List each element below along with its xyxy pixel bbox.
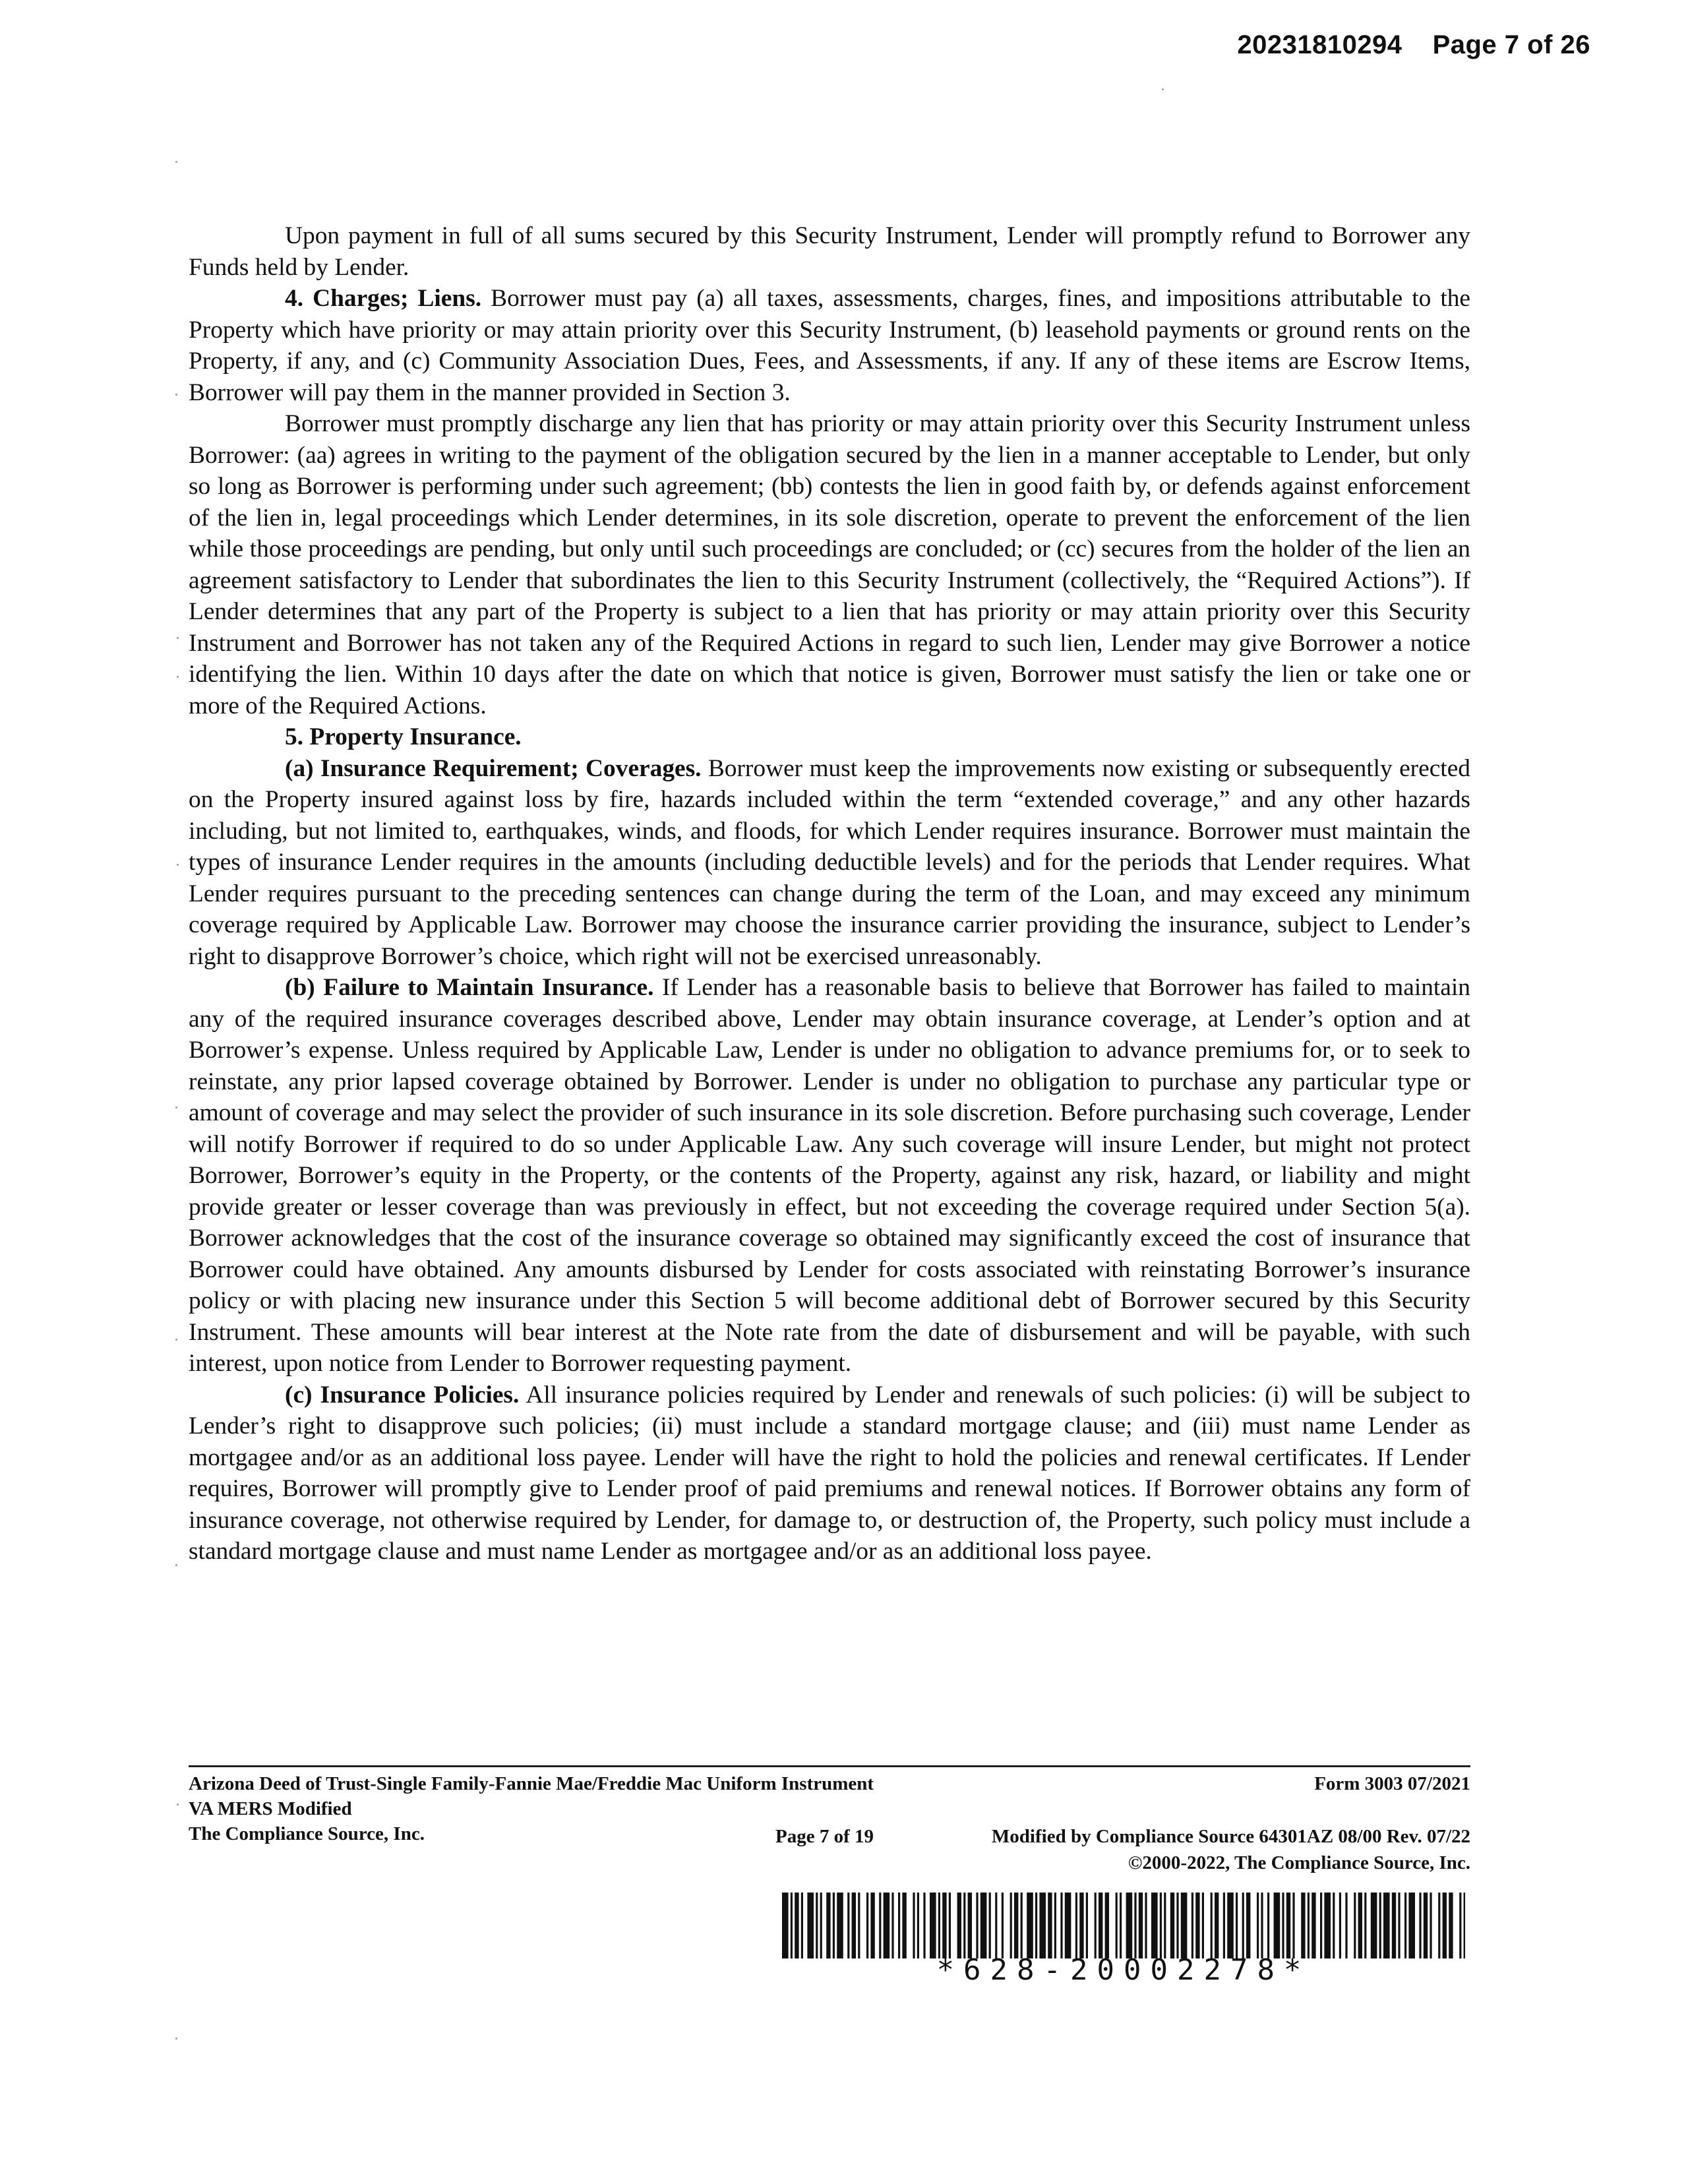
barcode-bar — [1292, 1893, 1294, 1958]
barcode-bar — [782, 1893, 789, 1958]
barcode-bar — [1398, 1893, 1400, 1958]
barcode-bar — [837, 1893, 843, 1958]
barcode-bar — [1139, 1893, 1143, 1958]
barcode-bar — [1105, 1893, 1109, 1958]
barcode-bar — [1181, 1893, 1188, 1958]
barcode-bar — [866, 1893, 868, 1958]
barcode-bar — [913, 1893, 915, 1958]
barcode-bar — [1215, 1893, 1219, 1958]
barcode-bar — [1002, 1893, 1004, 1958]
barcode-bar — [1195, 1893, 1199, 1958]
barcode-bar — [923, 1893, 925, 1958]
barcode-bar — [795, 1893, 799, 1958]
barcode-bar — [898, 1893, 900, 1958]
barcode-bar — [1079, 1893, 1083, 1958]
paragraph-lien-discharge: Borrower must promptly discharge any lien that has priority or may attain priority over this Security Instrument unless Borrower: (aa) agrees in writing to the payment of the obligation secured by the lien in a manner acceptable to Lender, but only so long as Borrower is performing under such agreement; (bb) contests the lien in good faith by, or defends against enforcement of the lien in, legal proceedings which Lender determines, in its sole discretion, operate to prevent the enforcement of the lien while those proceedings are pending, but only until such proceedings are concluded; or (cc) secures from the holder of the lien an agreement satisfactory to Lender that subordinates the lien to this Security Instrument (collectively, the “Required Actions”). If Lender determines that any part of the Property is subject to a lien that has priority or may attain priority over this Security Instrument and Borrower has not taken any of the Required Actions in regard to such lien, Lender may give Borrower a notice identifying the lien. Within 10 days after the date on which that notice is given, Borrower must satisfy the lien or take one or more of the Required Actions. — [189, 410, 1470, 719]
barcode-bar — [1065, 1893, 1071, 1958]
barcode-bar — [942, 1893, 946, 1958]
scan-speck — [177, 676, 179, 678]
section-5b-failure-to-maintain — [189, 972, 1470, 1380]
barcode-bar — [1408, 1893, 1415, 1958]
barcode-bar — [807, 1893, 814, 1958]
section-5b-heading: (b) Failure to Maintain Insurance. — [285, 974, 654, 1001]
barcode-bar — [1242, 1893, 1244, 1958]
barcode-bar — [1246, 1893, 1250, 1958]
barcode-bar — [1236, 1893, 1238, 1958]
barcode-bar — [1438, 1893, 1440, 1958]
barcode-bar — [1443, 1893, 1447, 1958]
barcode-bar — [1202, 1893, 1204, 1958]
scan-speck — [177, 637, 179, 639]
barcode-bar — [1160, 1893, 1162, 1958]
barcode-bar — [1424, 1893, 1428, 1958]
barcode-bar — [1383, 1893, 1390, 1958]
barcode-bar — [879, 1893, 881, 1958]
barcode-bar — [1261, 1893, 1263, 1958]
barcode-bar — [1027, 1893, 1033, 1958]
section-4-heading: 4. Charges; Liens. — [285, 285, 482, 312]
barcode-bar — [852, 1893, 856, 1958]
footer-modified-by: Modified by Compliance Source 64301AZ 08/00 Rev. 07/22 — [991, 1826, 1470, 1847]
footer-form-title: Arizona Deed of Trust-Single Family-Fannie Mae/Freddie Mac Uniform Instrument — [189, 1773, 874, 1794]
scan-speck — [177, 864, 179, 866]
barcode-bar — [1311, 1893, 1315, 1958]
barcode-bar — [902, 1893, 906, 1958]
footer-form-number: Form 3003 07/2021 — [1314, 1773, 1470, 1794]
barcode-bar — [1282, 1893, 1284, 1958]
barcode-bar — [847, 1893, 849, 1958]
scan-speck — [175, 161, 177, 163]
barcode-bar — [980, 1893, 987, 1958]
barcode-bar — [1257, 1893, 1259, 1958]
section-5a-heading: (a) Insurance Requirement; Coverages. — [285, 754, 702, 782]
barcode-bar — [1339, 1893, 1341, 1958]
footer-page-label: Page 7 of 19 — [775, 1826, 874, 1847]
footer-divider — [189, 1765, 1470, 1767]
scan-speck — [175, 1107, 177, 1108]
barcode-bar — [1170, 1893, 1174, 1958]
barcode-bar — [1320, 1893, 1322, 1958]
barcode-bar — [1324, 1893, 1331, 1958]
scan-speck — [175, 394, 177, 396]
barcode-bar — [816, 1893, 818, 1958]
barcode-bar — [1010, 1893, 1012, 1958]
barcode-bar — [1333, 1893, 1335, 1958]
barcode-bar — [1060, 1893, 1062, 1958]
barcode-bar — [858, 1893, 860, 1958]
footer-company: The Compliance Source, Inc. — [189, 1823, 425, 1844]
document-body — [189, 220, 1470, 1567]
barcode-bar — [930, 1893, 936, 1958]
barcode-bar — [1267, 1893, 1269, 1958]
barcode-bar — [1354, 1893, 1356, 1958]
scan-speck — [1162, 88, 1164, 90]
barcode-bar — [1211, 1893, 1213, 1958]
barcode-bar — [826, 1893, 830, 1958]
recording-page-label: Page 7 of 26 — [1432, 30, 1590, 59]
barcode-bar — [1301, 1893, 1305, 1958]
barcode-bar — [963, 1893, 965, 1958]
barcode-bar — [1286, 1893, 1290, 1958]
recording-header — [1237, 30, 1590, 60]
barcode-bar — [1430, 1893, 1432, 1958]
barcode-bar — [1120, 1893, 1122, 1958]
barcode-bar — [891, 1893, 893, 1958]
barcode-bar — [1035, 1893, 1037, 1958]
barcode-bar — [884, 1893, 890, 1958]
barcode-bar — [1308, 1893, 1310, 1958]
barcode-bar — [968, 1893, 972, 1958]
barcode-bar — [1164, 1893, 1166, 1958]
barcode-bar — [1404, 1893, 1406, 1958]
barcode-bar — [1176, 1893, 1178, 1958]
barcode-bar — [1054, 1893, 1056, 1958]
scan-speck — [175, 1564, 177, 1566]
barcode-bar — [1345, 1893, 1347, 1958]
barcode-bar — [976, 1893, 978, 1958]
section-4-text: Borrower must pay (a) all taxes, assessments, charges, fines, and impositions attributable to the Property which have priority or may attain priority over this Security Instrument, (b) leasehold payments or ground rents on the Property, if any, and (c) Community Association Dues, Fees, and Assessments, if any. If any of these items are Escrow Items, Borrower will pay them in the manner provided in Section 3. — [189, 285, 1470, 406]
barcode-image — [782, 1893, 1465, 1958]
barcode-bar — [1191, 1893, 1193, 1958]
recording-number: 20231810294 — [1237, 30, 1402, 59]
section-5b-text: If Lender has a reasonable basis to believe that Borrower has failed to maintain any of the required insurance coverages described above, Lender may obtain insurance coverage, at Lender’s option and at Borrower’s expense. Unless required by Applicable Law, Lender is under no obligation to advance premiums for, or to seek to reinstate, any prior lapsed coverage obtained by Borrower. Lender is under no obligation to purchase any particular type or amount of coverage and may select the provider of such insurance in its sole discretion. Before purchasing such coverage, Lender will notify Borrower if required to do so under Applicable Law. Any such coverage will insure Lender, but might not protect Borrower, Borrower’s equity in the Property, or the contents of the Property, against any risk, hazard, or liability and might provide greater or lesser coverage than was previously in effect, but not exceeding the coverage required under Section 5(a). Borrower acknowledges that the cost of the insurance coverage so obtained may significantly exceed the cost of insurance that Borrower could have obtained. Any amounts disbursed by Lender for costs associated with reinstating Borrower’s insurance policy or with placing new insurance under this Section 5 will become additional debt of Borrower secured by this Security Instrument. These amounts will bear interest at the Note rate from the date of disbursement and will be payable, with such interest, upon notice from Lender to Borrower requesting payment. — [189, 974, 1470, 1377]
barcode-bar — [1126, 1893, 1133, 1958]
barcode-bar — [1048, 1893, 1052, 1958]
barcode-bar — [1371, 1893, 1377, 1958]
barcode-bar — [1134, 1893, 1136, 1958]
barcode-bar — [917, 1893, 919, 1958]
section-5c-insurance-policies — [189, 1380, 1470, 1567]
barcode-bar — [1364, 1893, 1366, 1958]
footer-subtitle: VA MERS Modified — [189, 1798, 352, 1819]
barcode-bar — [820, 1893, 822, 1958]
section-5c-text: All insurance policies required by Lender and renewals of such policies: (i) will be subject to Lender’s right to disapprove such policies; (ii) must include a standard mortgage clause; and (iii) must name Lender as mortgagee and/or as an additional loss payee. Lender will have the right to hold the policies and renewal certificates. If Lender requires, Borrower will promptly give to Lender proof of paid premiums and renewal notices. If Borrower obtains any form of insurance coverage, not otherwise required by Lender, for damage to, or destruction of, the Property, such policy must include a standard mortgage clause and must name Lender as mortgagee and/or as an additional loss payee. — [189, 1381, 1471, 1565]
barcode-bar — [1449, 1893, 1453, 1958]
barcode-bar — [791, 1893, 793, 1958]
barcode-bar — [801, 1893, 803, 1958]
barcode-bar — [989, 1893, 991, 1958]
section-5a-text: Borrower must keep the improvements now existing or subsequently erected on the Property insured against loss by fire, hazards included within the term “extended coverage,” and any other hazards including, but not limited to, earthquakes, winds, and floods, for which Lender requires insurance. Borrower must maintain the types of insurance Lender requires in the amounts (including deductible levels) and for the periods that Lender requires. What Lender requires pursuant to the preceding sentences can change during the term of the Loan, and may exceed any minimum coverage required by Applicable Law. Borrower may choose the insurance carrier providing the insurance, subject to Lender’s right to disapprove Borrower’s choice, which right will not be exercised unreasonably. — [189, 754, 1470, 970]
barcode-bar — [1392, 1893, 1396, 1958]
barcode-bar — [957, 1893, 961, 1958]
barcode-bar — [1116, 1893, 1118, 1958]
barcode-bar — [1039, 1893, 1046, 1958]
barcode-bar — [1274, 1893, 1281, 1958]
barcode-bar — [1151, 1893, 1158, 1958]
barcode-bar — [1419, 1893, 1421, 1958]
barcode-bar — [1358, 1893, 1362, 1958]
section-5c-heading: (c) Insurance Policies. — [285, 1381, 520, 1409]
scan-speck — [175, 2038, 177, 2040]
barcode-bar — [1145, 1893, 1147, 1958]
barcode-bar — [1021, 1893, 1023, 1958]
barcode-bar — [1227, 1893, 1234, 1958]
barcode-bar — [1014, 1893, 1018, 1958]
barcode-bar — [995, 1893, 997, 1958]
barcode-bar — [833, 1893, 835, 1958]
paragraph-refund: Upon payment in full of all sums secured by this Security Instrument, Lender will promptly refund to Borrower any Funds held by Lender. — [189, 222, 1470, 281]
barcode-text: *628-20002278* — [936, 1953, 1311, 1987]
section-5a-insurance-requirement — [189, 753, 1470, 973]
barcode-bar — [1095, 1893, 1097, 1958]
barcode-bar — [1099, 1893, 1102, 1958]
section-5-heading: 5. Property Insurance. — [285, 723, 522, 750]
barcode-bar — [1464, 1893, 1465, 1958]
barcode-bar — [949, 1893, 951, 1958]
barcode-bar — [870, 1893, 874, 1958]
section-4-charges-liens — [189, 283, 1470, 408]
barcode-bar — [1459, 1893, 1461, 1958]
barcode-bar — [1223, 1893, 1225, 1958]
scan-speck — [177, 1804, 179, 1805]
section-5-heading-line — [189, 721, 1470, 753]
barcode-bar — [1086, 1893, 1088, 1958]
barcode-bar — [1379, 1893, 1381, 1958]
footer-copyright: ©2000-2022, The Compliance Source, Inc. — [1128, 1852, 1470, 1873]
barcode-bar — [1075, 1893, 1077, 1958]
scan-speck — [175, 1339, 177, 1341]
barcode-bar — [938, 1893, 940, 1958]
